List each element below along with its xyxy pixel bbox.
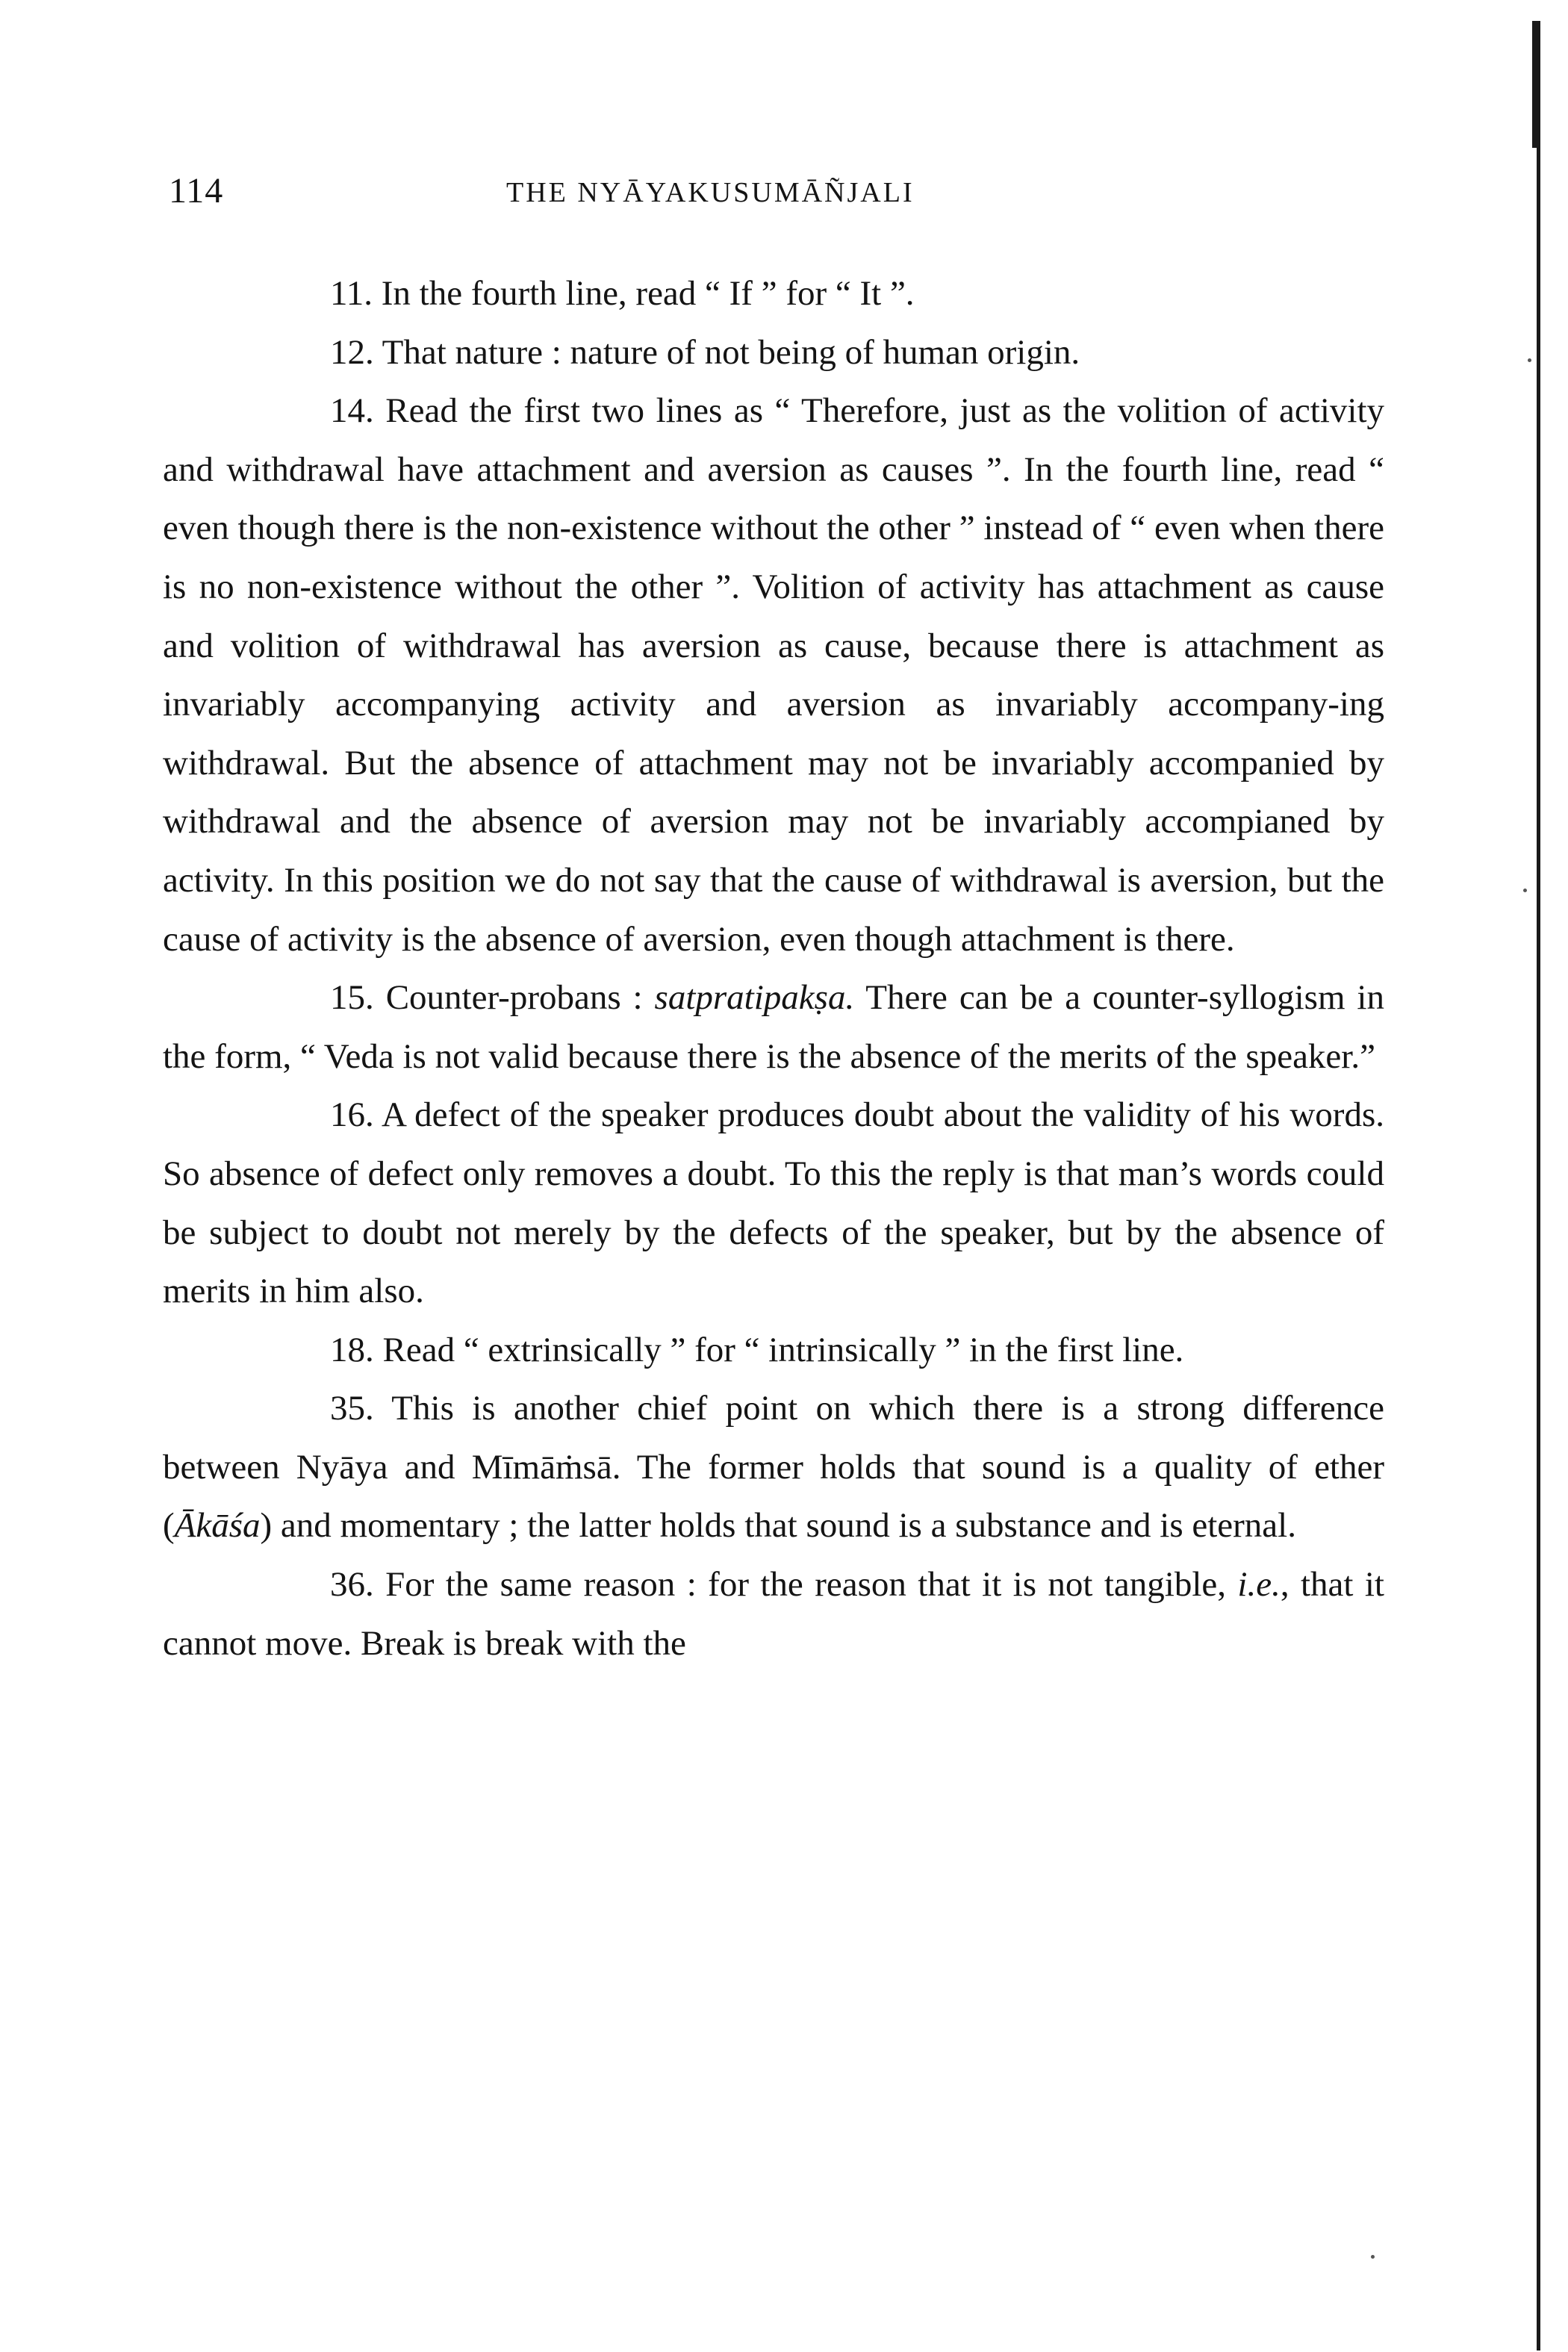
note-text-before: Counter-probans : (385, 978, 655, 1018)
page-binding-edge-top (1532, 21, 1539, 148)
note-number: 16. (330, 1095, 374, 1135)
page-number: 114 (169, 171, 224, 211)
note-text-after: ) and momentary ; the latter holds that sound is a substance and is eternal. (260, 1506, 1296, 1546)
note-text-before: For the same reason : for the reason that it is not tangible, (385, 1565, 1238, 1605)
note-text: In the fourth line, read “ If ” for “ It ”. (381, 274, 915, 313)
note-text: That nature : nature of not being of human origin. (382, 332, 1080, 372)
note-number: 18. (330, 1330, 374, 1369)
note-11 (163, 264, 1384, 323)
note-18 (163, 1321, 1384, 1380)
note-36 (163, 1555, 1384, 1673)
note-12 (163, 323, 1384, 382)
note-number: 14. (330, 391, 374, 431)
page-binding-edge (1537, 21, 1540, 2351)
sanskrit-term: Ākāśa (174, 1506, 261, 1546)
note-text: Read “ extrinsically ” for “ intrinsically ” in the first line. (382, 1330, 1184, 1369)
note-number: 11. (330, 274, 373, 313)
latin-abbreviation: i.e. (1237, 1565, 1281, 1605)
note-text: Read the first two lines as “ Therefore, just as the volition of activity and withdrawal have attachment and aversion as causes ”. In the fourth line, read “ even though there is the non-existence without the other ” instead of “ even when there is no non-existence without the other ”. Volition of activity has attachment as cause and volition of withdrawal has aversion as cause, because there is attachment as invariably accompanying activity and aversion as invariably accompany-ing withdrawal. But the absence of attachment may not be invariably accompanied by withdrawal and the absence of aversion may not be invariably accompianed by activity. In this position we do not say that the cause of withdrawal is aversion, but the cause of activity is the absence of aversion, even though attachment is there. (163, 391, 1384, 959)
page-header (169, 170, 1401, 230)
scan-speck (1528, 358, 1531, 362)
note-number: 15. (330, 978, 374, 1018)
note-text-after: , that it cannot move. Break is break with the (163, 1565, 1384, 1663)
note-number: 36. (330, 1565, 374, 1605)
note-number: 12. (330, 332, 374, 372)
sanskrit-term: satpratipakṣa. (654, 978, 855, 1018)
note-text-after: There can be a counter-syllogism in the form, “ Veda is not valid because there is the absence of the merits of the speaker.” (163, 978, 1384, 1076)
running-title: THE NYĀYAKUSUMĀÑJALI (506, 177, 915, 208)
note-15 (163, 968, 1384, 1086)
note-text-before: This is another chief point on which there is a strong difference between Nyāya and Mīmāṁsā. The former holds that sound is a quality of ether ( (163, 1389, 1385, 1546)
notes-body (163, 264, 1384, 1673)
note-14 (163, 382, 1384, 968)
note-16 (163, 1086, 1384, 1320)
scan-speck (1371, 2255, 1375, 2259)
note-35 (163, 1379, 1384, 1555)
note-text: A defect of the speaker produces doubt about the validity of his words. So absence of defect only removes a doubt. To this the reply is that man’s words could be subject to doubt not merely by the defects of the speaker, but by the absence of merits in him also. (163, 1095, 1384, 1311)
scan-speck (1523, 889, 1527, 892)
note-number: 35. (330, 1389, 374, 1428)
